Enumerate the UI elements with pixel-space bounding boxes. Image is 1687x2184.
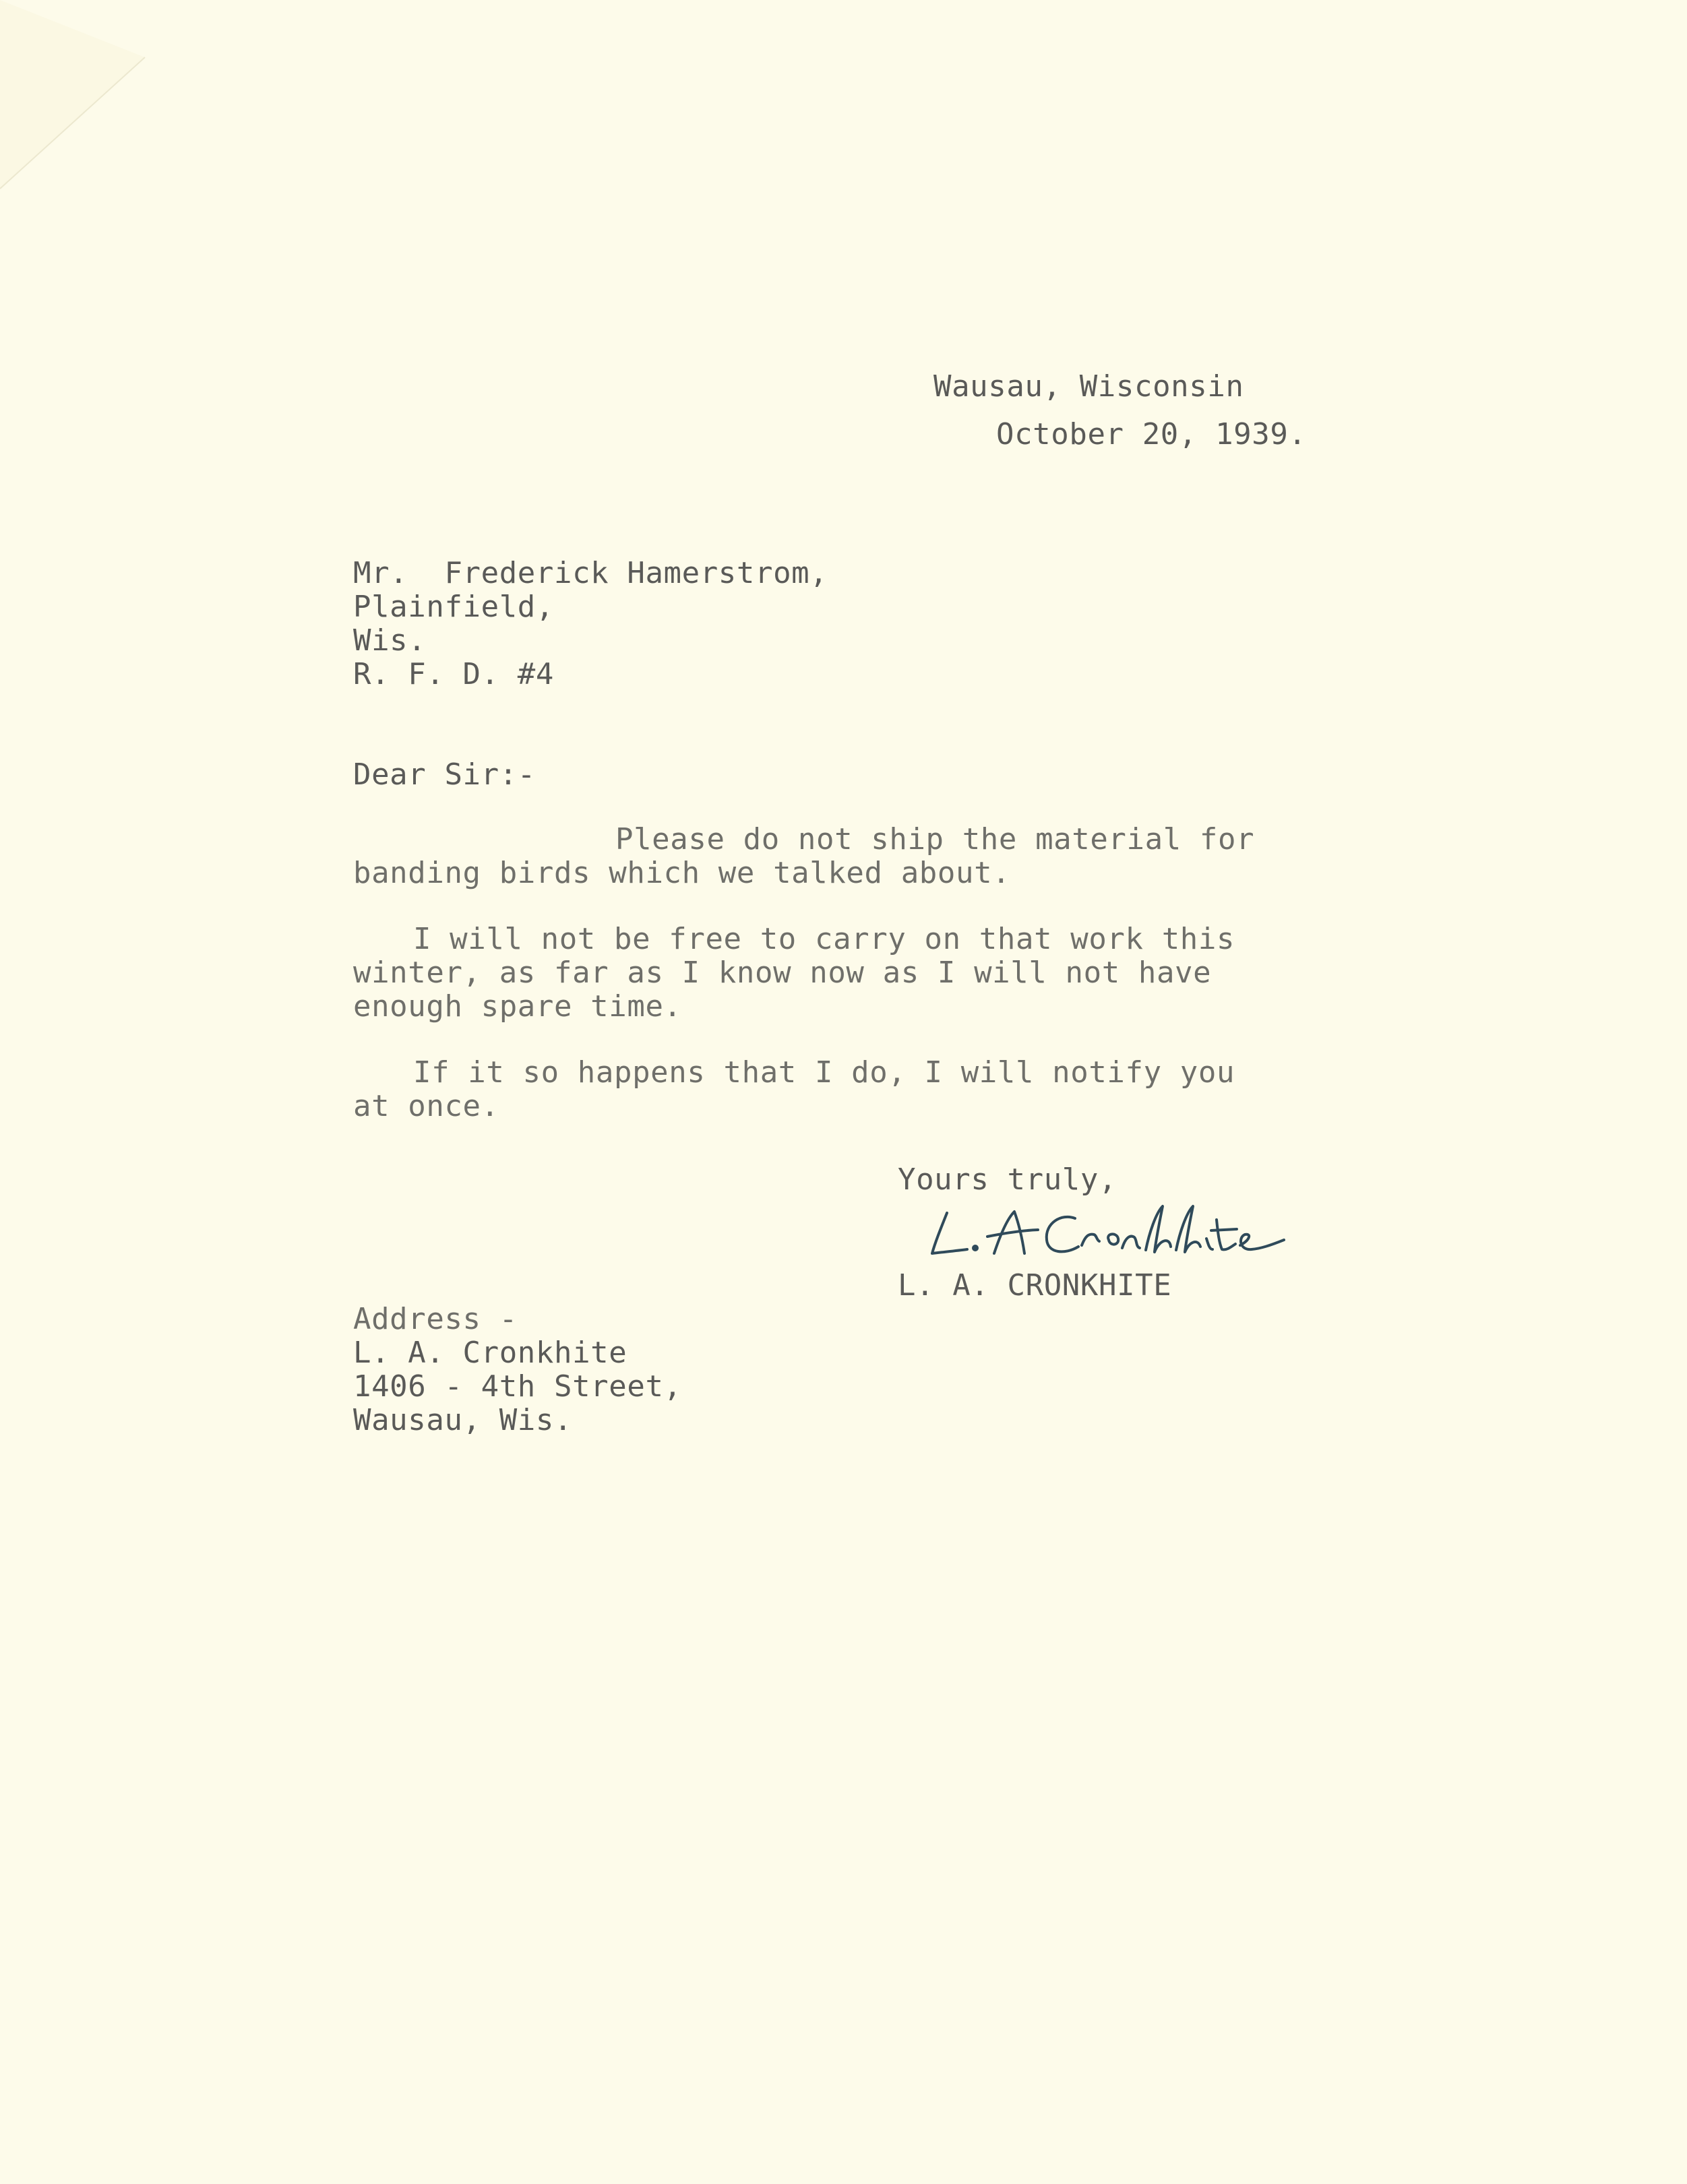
paragraph-3-line: If it so happens that I do, I will notify you	[413, 1055, 1235, 1090]
recipient-line: Mr. Frederick Hamerstrom,	[353, 556, 828, 590]
return-address-line: L. A. Cronkhite	[353, 1336, 627, 1370]
closing: Yours truly,	[898, 1162, 1117, 1197]
paragraph-1-line: banding birds which we talked about.	[353, 856, 1011, 890]
paragraph-1-line: Please do not ship the material for	[615, 822, 1255, 856]
recipient-line: Plainfield,	[353, 590, 554, 624]
recipient-line: Wis.	[353, 623, 427, 658]
return-address-line: Wausau, Wis.	[353, 1403, 573, 1437]
signer-name: L. A. CRONKHITE	[898, 1268, 1172, 1303]
paragraph-3-line: at once.	[353, 1089, 499, 1123]
salutation: Dear Sir:-	[353, 757, 536, 792]
return-address-line: Address -	[353, 1302, 518, 1336]
letter-place: Wausau, Wisconsin	[933, 369, 1244, 404]
paragraph-2-line: I will not be free to carry on that work this	[413, 922, 1235, 956]
paragraph-2-line: winter, as far as I know now as I will not have	[353, 956, 1212, 990]
folded-corner	[0, 0, 155, 202]
recipient-line: R. F. D. #4	[353, 657, 554, 691]
paragraph-2-line: enough spare time.	[353, 989, 682, 1024]
handwritten-signature	[920, 1193, 1324, 1267]
letter-date: October 20, 1939.	[996, 417, 1307, 451]
return-address-line: 1406 - 4th Street,	[353, 1369, 682, 1404]
